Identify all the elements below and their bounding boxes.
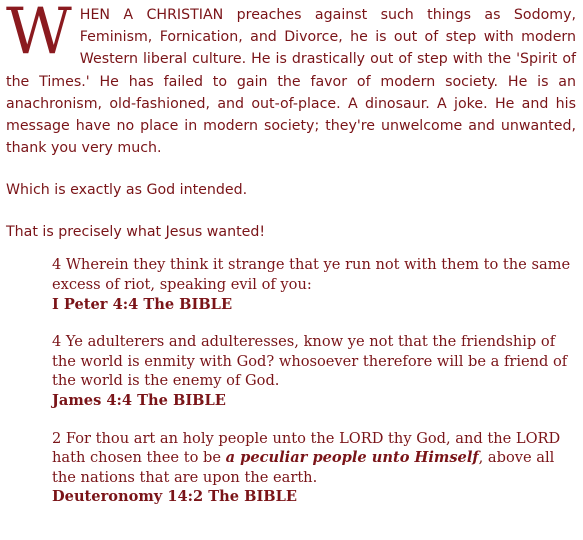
drop-cap-letter: W xyxy=(6,0,72,69)
article-body xyxy=(6,0,576,507)
scripture-quotes xyxy=(52,255,576,507)
verse-reference-peter: I Peter 4:4 The BIBLE xyxy=(52,295,233,313)
verse-emphasis: a peculiar people unto Himself xyxy=(225,449,479,467)
intro-paragraph xyxy=(6,0,576,159)
intro-text: HEN A CHRISTIAN preaches against such things as Sodomy, Feminism, Fornication, and Divorce, he is out of step with modern Western liberal culture. He is drastically out of step with the 'Spirit of the Times.' He has failed to gain the favor of modern society. He is an anachronism, old-fashioned, and out-of-place. A dinosaur. A joke. He and his message have no place in modern society; they're unwelcome and unwanted, thank you very much. xyxy=(6,7,576,157)
verse-text-peter: 4 Wherein they think it strange that ye run not with them to the same excess of riot, speaking evil of you: xyxy=(52,256,571,294)
verse-reference-james: James 4:4 The BIBLE xyxy=(52,391,226,409)
verse-text-james: 4 Ye adulterers and adulteresses, know ye not that the friendship of the world is enmity with God? whosoever therefore will be a friend of the world is the enemy of God. xyxy=(52,333,568,390)
verse-text-deuteronomy xyxy=(52,429,576,488)
statement-god-intended: Which is exactly as God intended. xyxy=(6,182,248,199)
verse-text-after: , above all the nations that are upon the earth. xyxy=(52,449,555,486)
statement-jesus-wanted: That is precisely what Jesus wanted! xyxy=(6,224,266,241)
verse-text-before: 2 For thou art an holy people unto the LORD thy God, and the LORD hath chosen thee to be xyxy=(52,429,561,467)
verse-reference-deuteronomy: Deuteronomy 14:2 The BIBLE xyxy=(52,488,297,506)
